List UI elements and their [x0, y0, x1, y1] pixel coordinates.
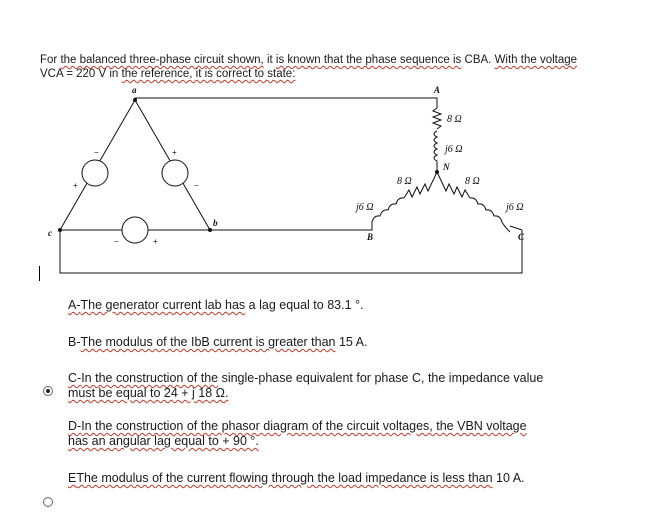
- phase-C-resistance: 8 Ω: [465, 176, 480, 187]
- q-word: VCA = 220 V in: [40, 68, 119, 80]
- option-e-text: The modulus of the current flowing through the load impedance is less than: [76, 471, 493, 485]
- node-C-label: C: [518, 232, 525, 242]
- option-c-radio[interactable]: [43, 386, 53, 396]
- option-a[interactable]: [68, 298, 628, 313]
- q-word: CBA.: [464, 54, 492, 66]
- option-c-text: In the construction of the: [81, 371, 219, 385]
- option-e-letter: E: [68, 471, 77, 485]
- option-a-tail: a lag equal to 83.1 °.: [245, 298, 364, 312]
- option-b[interactable]: [68, 335, 628, 350]
- source-bc-minus: −: [114, 237, 119, 246]
- option-d[interactable]: [68, 419, 628, 449]
- q-phrase: the reference, it is correct to state:: [121, 68, 296, 80]
- resistor-A: [433, 108, 441, 129]
- phase-C-reactance: j6 Ω: [506, 202, 524, 213]
- source-ab-plus: +: [172, 148, 177, 157]
- inductor-A: [434, 131, 437, 161]
- option-e[interactable]: [68, 471, 628, 486]
- text-cursor: [39, 266, 40, 281]
- radio-selected-dot: [46, 389, 50, 393]
- source-bc: [122, 217, 148, 243]
- inductor-C: [470, 198, 510, 232]
- node-N-dot: [435, 170, 439, 174]
- option-d-line2: has an angular lag equal to + 90 °.: [68, 434, 259, 448]
- node-b-dot: [208, 228, 212, 232]
- node-c-dot: [58, 228, 62, 232]
- option-a-letter: A-: [68, 298, 81, 312]
- option-c[interactable]: [68, 371, 628, 401]
- option-b-text: The modulus of the IbB current is greater than: [80, 335, 336, 349]
- phase-A-reactance: j6 Ω: [445, 144, 463, 155]
- phase-B-resistance: 8 Ω: [397, 176, 412, 187]
- option-b-letter: B-: [68, 335, 81, 349]
- option-d-text: In the construction of the phasor diagram of the circuit voltages, the VBN voltage: [81, 419, 527, 433]
- source-bc-plus: +: [153, 237, 158, 246]
- node-a-dot: [133, 98, 137, 102]
- inductor-B: [372, 198, 404, 222]
- option-c-tail: single-phase equivalent for phase C, the impedance value: [218, 371, 544, 385]
- option-e-radio[interactable]: [43, 497, 53, 507]
- source-ca: [82, 160, 108, 186]
- source-ca-plus: +: [73, 181, 78, 190]
- source-ab: [162, 160, 188, 186]
- node-c-label: c: [48, 228, 52, 238]
- node-a-label: a: [132, 85, 137, 95]
- q-word: For: [40, 54, 58, 66]
- option-d-letter: D-: [68, 419, 82, 433]
- source-ab-minus: −: [194, 181, 199, 190]
- q-phrase: is known that the phase sequence is: [275, 54, 462, 66]
- node-A-label: A: [434, 85, 441, 95]
- q-word: it: [266, 54, 273, 66]
- q-phrase: With the voltage: [494, 54, 578, 66]
- source-ca-minus: −: [94, 148, 99, 157]
- line-b-B: [210, 222, 372, 230]
- option-c-letter: C-: [68, 371, 82, 385]
- phase-B-reactance: j6 Ω: [356, 202, 374, 213]
- q-phrase: the balanced three-phase circuit shown,: [60, 54, 264, 66]
- node-N-label: N: [443, 162, 450, 172]
- phase-A-resistance: 8 Ω: [447, 114, 462, 125]
- option-a-text: The generator current lab has: [80, 298, 246, 312]
- node-B-label: B: [367, 232, 374, 242]
- option-b-tail: 15 A.: [335, 335, 368, 349]
- option-e-tail: 10 A.: [492, 471, 525, 485]
- option-c-line2: must be equal to 24 + j 18 Ω.: [68, 386, 229, 400]
- line-a-A: [135, 98, 437, 108]
- node-b-label: b: [213, 218, 218, 228]
